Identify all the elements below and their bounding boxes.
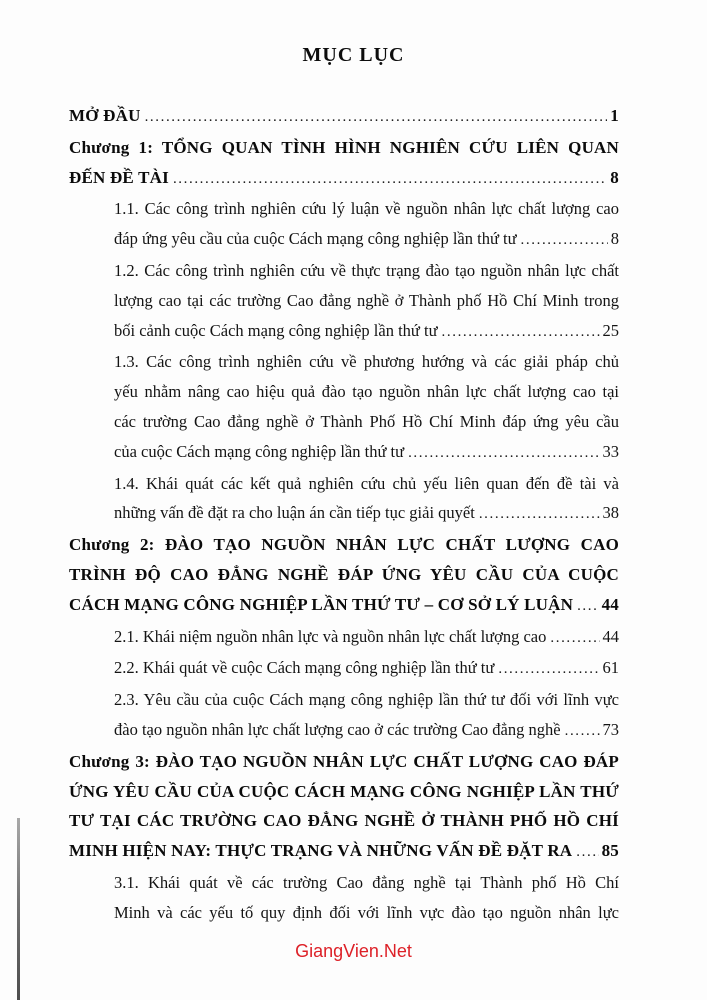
page-title: MỤC LỤC [302, 44, 405, 66]
toc-entry [69, 685, 619, 747]
toc-entry-text: Chương 2: ĐÀO TẠO NGUỒN NHÂN LỰC CHẤT LƯỢNG CAO [69, 535, 619, 555]
toc-line [69, 622, 619, 654]
dot-leader [565, 717, 600, 747]
toc-entry-text: Chương 1: TỔNG QUAN TÌNH HÌNH NGHIÊN CỨU LIÊN QUAN [69, 137, 619, 157]
dot-leader [577, 592, 599, 622]
toc-entry-text: yếu nhằm nâng cao hiệu quả đào tạo nguồn nhân lực chất lượng cao tại [114, 382, 619, 402]
page-number: 85 [601, 841, 619, 861]
page-number: 1 [610, 106, 619, 125]
toc-entry [69, 256, 619, 347]
toc-line [69, 316, 619, 348]
page-number: 8 [610, 167, 619, 187]
toc-entry [69, 469, 619, 531]
dot-leader [173, 165, 607, 195]
dot-leader [442, 318, 600, 348]
scan-artifact-line [17, 818, 20, 1000]
toc-entry [69, 101, 619, 133]
toc-entry-text: Minh và các yếu tố quy định đối với lĩnh vực đào tạo nguồn nhân lực [114, 902, 619, 922]
toc-entry [69, 868, 619, 928]
toc-entry-text: 3.1. Khái quát về các trường Cao đẳng nghề tại Thành phố Hồ Chí [114, 872, 619, 892]
toc-entry-text: TRÌNH ĐỘ CAO ĐẲNG NGHỀ ĐÁP ỨNG YÊU CẦU CỦA CUỘC [69, 564, 619, 584]
dot-leader [550, 624, 599, 654]
toc-entry-text: của cuộc Cách mạng công nghiệp lần thứ tư [114, 441, 405, 461]
toc-line [69, 498, 619, 530]
toc-entry-text: 2.3. Yêu cầu của cuộc Cách mạng công nghiệp lần thứ tư đối với lĩnh vực [114, 690, 619, 710]
toc-entry-text: đáp ứng yêu cầu của cuộc Cách mạng công nghiệp lần thứ tư [114, 229, 517, 249]
toc-line [69, 224, 619, 256]
toc-line [69, 715, 619, 747]
toc-entry-text: CÁCH MẠNG CÔNG NGHIỆP LẦN THỨ TƯ – CƠ SỞ LÝ LUẬN [69, 594, 574, 614]
toc-entry-text: Chương 3: ĐÀO TẠO NGUỒN NHÂN LỰC CHẤT LƯỢNG CAO ĐÁP [69, 751, 619, 771]
toc-entry [69, 133, 619, 195]
toc-entry-text: TƯ TẠI CÁC TRƯỜNG CAO ĐẲNG NGHỀ Ở THÀNH PHỐ HỒ CHÍ [69, 811, 619, 831]
toc-entry-text: 1.1. Các công trình nghiên cứu lý luận về nguồn nhân lực chất lượng cao [114, 199, 619, 219]
toc-line [69, 590, 619, 622]
watermark-text: GiangVien.Net [295, 941, 412, 961]
page-number: 73 [602, 719, 619, 739]
toc-entry-text: ĐẾN ĐỀ TÀI [69, 167, 169, 187]
toc-line [69, 101, 619, 133]
dot-leader [576, 838, 598, 868]
page-number: 33 [602, 441, 619, 461]
dot-leader [498, 655, 599, 685]
page-number: 8 [610, 229, 619, 249]
toc-entry [69, 347, 619, 468]
toc-entry-text: 1.4. Khái quát các kết quả nghiên cứu chủ yếu liên quan đến đề tài và [114, 473, 619, 493]
page-number: 61 [602, 658, 619, 678]
dot-leader [521, 226, 608, 256]
toc-line [69, 437, 619, 469]
toc-entry-text: 2.1. Khái niệm nguồn nhân lực và nguồn nhân lực chất lượng cao [114, 626, 547, 646]
toc-entry [69, 194, 619, 256]
toc-entry-text: những vấn đề đặt ra cho luận án cần tiếp tục giải quyết [114, 503, 475, 523]
toc-entry-text: MINH HIỆN NAY: THỰC TRẠNG VÀ NHỮNG VẤN ĐỀ ĐẶT RA [69, 841, 573, 861]
toc-line [69, 653, 619, 685]
toc-line [69, 163, 619, 195]
toc-entry [69, 653, 619, 685]
dot-leader [145, 103, 608, 133]
toc-entry [69, 530, 619, 621]
toc-entry-text: MỞ ĐẦU [69, 106, 141, 125]
page-number: 44 [602, 626, 619, 646]
toc-entry-text: 1.2. Các công trình nghiên cứu về thực trạng đào tạo nguồn nhân lực chất [114, 260, 619, 280]
toc-entry-text: 2.2. Khái quát về cuộc Cách mạng công nghiệp lần thứ tư [114, 658, 495, 678]
toc-entry-text: ỨNG YÊU CẦU CỦA CUỘC CÁCH MẠNG CÔNG NGHIỆP LẦN THỨ [69, 781, 619, 801]
page-number: 38 [602, 503, 619, 523]
toc-entry [69, 622, 619, 654]
page-number: 44 [601, 594, 619, 614]
toc-line [69, 836, 619, 868]
toc-entry-text: đào tạo nguồn nhân lực chất lượng cao ở các trường Cao đẳng nghề [114, 719, 561, 739]
dot-leader [479, 500, 600, 530]
toc-entry-text: lượng cao tại các trường Cao đẳng nghề ở Thành phố Hồ Chí Minh trong [114, 290, 619, 310]
dot-leader [408, 439, 599, 469]
toc-entry [69, 747, 619, 868]
toc-entry-text: các trường Cao đẳng nghề ở Thành Phố Hồ Chí Minh đáp ứng yêu cầu [114, 411, 619, 431]
toc-entry-text: 1.3. Các công trình nghiên cứu về phương hướng và các giải pháp chủ [114, 352, 619, 372]
page-number: 25 [602, 320, 619, 340]
toc-list [69, 101, 619, 928]
toc-entry-text: bối cảnh cuộc Cách mạng công nghiệp lần thứ tư [114, 320, 438, 340]
